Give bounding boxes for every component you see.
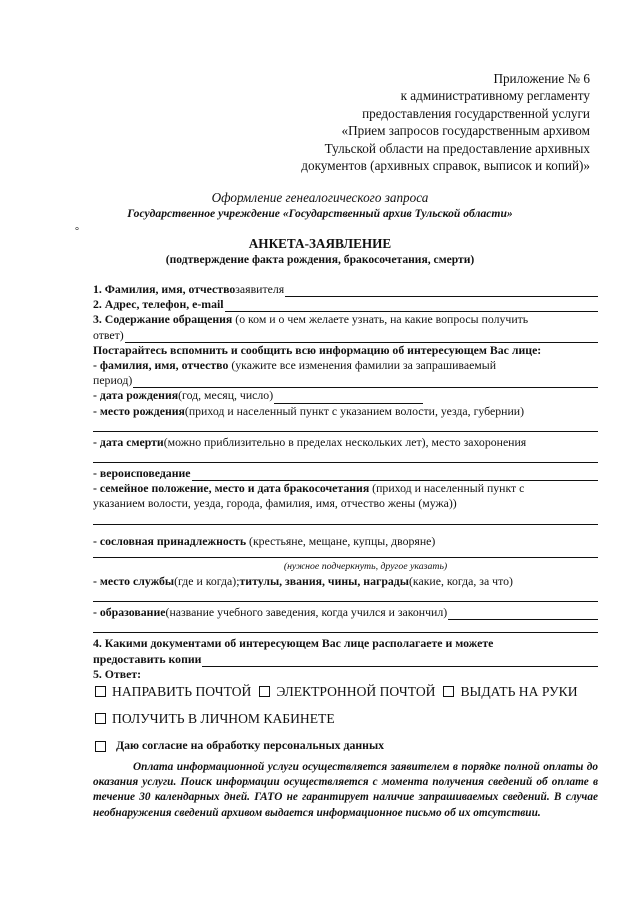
answer-line[interactable] <box>192 469 598 481</box>
field-estate: - сословная принадлежность (крестьяне, мещане, купцы, дворяне) <box>93 533 436 548</box>
answer-line[interactable] <box>93 450 598 463</box>
checkbox-cabinet[interactable] <box>95 713 106 724</box>
answer-line[interactable] <box>93 512 598 525</box>
header-line: документов (архивных справок, выписок и копий)» <box>301 158 590 174</box>
field-documents: 4. Какими документами об интересующем Вас лице располагаете и можете <box>93 636 494 651</box>
institution-name: Государственное учреждение «Государственный архив Тульской области» <box>127 207 513 220</box>
field-applicant-name[interactable]: 1. Фамилия, имя, отчество заявителя <box>93 282 598 297</box>
header-line: «Прием запросов государственным архивом <box>341 123 590 139</box>
request-subtitle: Оформление генеалогического запроса <box>211 190 429 205</box>
option-cabinet[interactable]: ПОЛУЧИТЬ В ЛИЧНОМ КАБИНЕТЕ <box>93 711 598 726</box>
header-line: предоставления государственной услуги <box>362 105 590 121</box>
field-birth-date[interactable]: - дата рождения (год, месяц, число) <box>93 388 423 403</box>
field-person-name: - фамилия, имя, отчество (укажите все изменения фамилии за запрашиваемый <box>93 358 497 373</box>
field-request-answer[interactable]: ответ) <box>93 328 598 343</box>
form-title: АНКЕТА-ЗАЯВЛЕНИЕ <box>248 236 392 251</box>
field-education[interactable]: - образование (название учебного заведения, когда учился и закончил) <box>93 605 598 620</box>
answer-line[interactable] <box>93 620 598 633</box>
field-request-content: 3. Содержание обращения (о ком и о чем желаете узнать, на какие вопросы получить <box>93 312 529 327</box>
field-documents-answer[interactable]: предоставить копии <box>93 652 598 667</box>
field-address[interactable]: 2. Адрес, телефон, e-mail <box>93 297 598 312</box>
header-line: к административному регламенту <box>400 88 590 104</box>
checkbox-email[interactable] <box>259 686 270 697</box>
answer-line[interactable] <box>93 419 598 432</box>
header-line: Тульской области на предоставление архивных <box>324 140 590 156</box>
appendix-header <box>301 70 590 174</box>
answer-line[interactable] <box>448 608 598 620</box>
answer-line[interactable] <box>93 589 598 602</box>
field-family-cont: указанием волости, уезда, города, фамилия, имя, отчество жены (мужа)) <box>93 496 457 511</box>
field-family: - семейное положение, место и дата бракосочетания (приход и населенный пункт с <box>93 481 525 496</box>
field-birth-place: - место рождения (приход и населенный пункт с указанием волости, уезда, губернии) <box>93 403 525 418</box>
answer-line[interactable] <box>225 300 598 312</box>
stray-dot: ° <box>75 226 79 237</box>
answer-line[interactable] <box>93 549 598 558</box>
payment-notice: Оплата информационной услуги осуществляется заявителем в порядке полной оплаты до оказания услуги. Поиск информации осуществляется с момента получения сведений об оплате в течение 30 календарных дней. ГАТО не гарантирует наличие запрашиваемых сведений. В случае необнаружения сведений архивом выдается информационное письмо об их отсутствии. <box>93 761 598 819</box>
estate-note: (нужное подчеркнуть, другое указать) <box>283 560 448 572</box>
consent-row[interactable]: Даю согласие на обработку персональных данных <box>93 738 598 753</box>
checkbox-mail[interactable] <box>95 686 106 697</box>
answer-line[interactable] <box>285 285 598 297</box>
answer-line[interactable] <box>125 331 598 343</box>
option-mail[interactable]: НАПРАВИТЬ ПОЧТОЙ <box>93 684 251 699</box>
option-email[interactable]: ЭЛЕКТРОННОЙ ПОЧТОЙ <box>257 684 435 699</box>
answer-line[interactable] <box>274 392 423 404</box>
form-body <box>93 282 598 754</box>
answer-line[interactable] <box>202 655 598 667</box>
checkbox-consent[interactable] <box>95 741 106 752</box>
field-answer-method: 5. Ответ: <box>93 666 142 681</box>
remember-instruction: Постарайтесь вспомнить и сообщить всю информацию об интересующем Вас лице: <box>93 342 542 357</box>
answer-options <box>93 684 598 699</box>
field-religion[interactable]: - вероисповедание <box>93 466 598 481</box>
field-service: - место службы (где и когда); титулы, звания, чины, награды (какие, когда, за что) <box>93 574 513 589</box>
field-death: - дата смерти (можно приблизительно в пределах нескольких лет), место захоронения <box>93 434 527 449</box>
checkbox-hand[interactable] <box>443 686 454 697</box>
form-subtitle: (подтверждение факта рождения, бракосочетания, смерти) <box>165 253 475 266</box>
header-line: Приложение № 6 <box>493 71 590 86</box>
option-hand[interactable]: ВЫДАТЬ НА РУКИ <box>441 684 577 699</box>
field-person-name-answer[interactable]: период) <box>93 373 598 388</box>
answer-line[interactable] <box>133 376 598 388</box>
